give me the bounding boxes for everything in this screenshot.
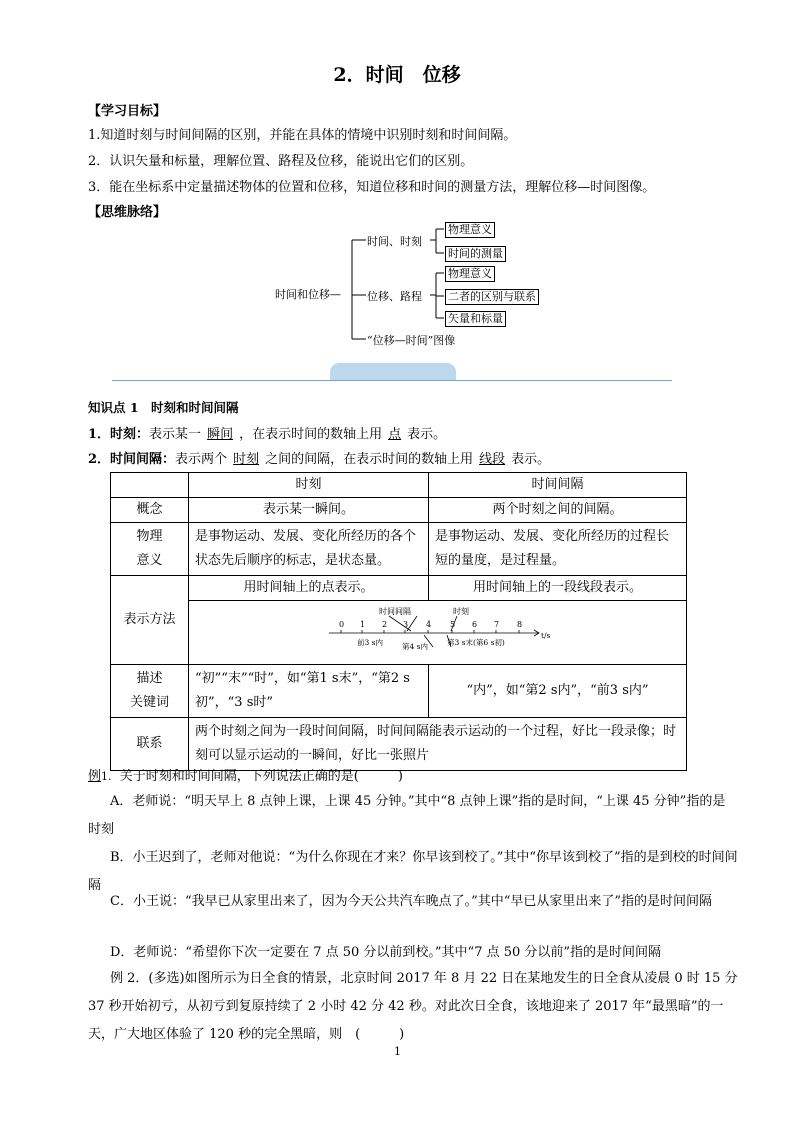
table-header-moment: 时刻 bbox=[189, 473, 429, 498]
interval-text-c: 表示。 bbox=[511, 452, 551, 467]
axis-label-moment: 时刻 bbox=[453, 607, 469, 616]
concept-interval: 两个时刻之间的间隔。 bbox=[429, 498, 687, 523]
meaning-moment: 是事物运动、发展、变化所经历的各个状态先后顺序的标志，是状态量。 bbox=[189, 523, 429, 576]
moment-label: 1．时刻： bbox=[88, 427, 150, 442]
table-row bbox=[111, 718, 687, 771]
goal-item-2: 2．认识矢量和标量，理解位置、路程及位移，能说出它们的区别。 bbox=[88, 154, 474, 169]
example1-option-d: D．老师说：“希望你下次一定要在 7 点 50 分以前到校。”其中“7 点 50 分以前”指的是时间间隔 bbox=[110, 945, 662, 960]
table-row bbox=[111, 523, 687, 576]
mindmap-branch-time: 时间、时刻 bbox=[367, 235, 422, 248]
table-row bbox=[111, 576, 687, 601]
row-label-keywords bbox=[111, 665, 189, 718]
axis-tick-1: 1 bbox=[360, 620, 366, 629]
axis-label-first3: 前3 s内 bbox=[357, 638, 384, 647]
axis-label-interval: 时间间隔 bbox=[379, 607, 411, 616]
goals-heading: 【学习目标】 bbox=[88, 104, 167, 119]
time-axis-diagram bbox=[189, 601, 685, 655]
mindmap-heading: 【思维脉络】 bbox=[88, 205, 167, 220]
moment-blank-2: 点 bbox=[388, 427, 402, 442]
concept-moment: 表示某一瞬间。 bbox=[189, 498, 429, 523]
axis-tick-2: 2 bbox=[382, 620, 388, 629]
knowledge-heading: 知识点 1 时刻和时间间隔 bbox=[88, 400, 239, 415]
method-moment: 用时间轴上的点表示。 bbox=[189, 576, 429, 601]
table-header-interval: 时间间隔 bbox=[429, 473, 687, 498]
moment-blank-1: 瞬间 bbox=[207, 427, 234, 442]
axis-tick-7: 7 bbox=[494, 620, 500, 629]
section-tab bbox=[330, 363, 456, 381]
table-row bbox=[111, 473, 687, 498]
keywords-label-1: 描述 bbox=[136, 671, 163, 686]
example1-label: 例 bbox=[88, 769, 102, 784]
meaning-label-2: 意义 bbox=[136, 553, 163, 568]
row-label-relation: 联系 bbox=[111, 718, 189, 771]
row-label-meaning bbox=[111, 523, 189, 576]
keywords-moment: “初”“末”“时”，如“第1 s末”，“第2 s初”，“3 s时” bbox=[189, 665, 429, 718]
mindmap-root: 时间和位移— bbox=[275, 288, 341, 301]
example1-stem: 关于时刻和时间间隔，下列说法正确的是( ) bbox=[119, 769, 403, 784]
table-row bbox=[111, 665, 687, 718]
row-label-concept: 概念 bbox=[111, 498, 189, 523]
keywords-interval: “内”，如“第2 s内”，“前3 s内” bbox=[429, 665, 687, 718]
example1-option-b: B．小王迟到了，老师对他说：“为什么你现在才来？你早该到校了。”其中“你早该到校了”指的是到校的时间间隔 bbox=[88, 850, 738, 893]
interval-blank-1: 时刻 bbox=[233, 452, 260, 467]
method-interval: 用时间轴上的一段线段表示。 bbox=[429, 576, 687, 601]
axis-tick-6: 6 bbox=[472, 620, 478, 629]
meaning-label-1: 物理 bbox=[136, 529, 163, 544]
interval-label: 2．时间间隔： bbox=[88, 452, 176, 467]
interval-text-b: 之间的间隔，在表示时间的数轴上用 bbox=[265, 452, 474, 467]
mindmap-leaf-time-measure: 时间的测量 bbox=[445, 246, 506, 262]
example1-option-c: C．小王说：“我早已从家里出来了，因为今天公共汽车晚点了。”其中“早已从家里出来了”指的是时间间隔 bbox=[110, 894, 713, 909]
relation-text: 两个时刻之间为一段时间间隔，时间间隔能表示运动的一个过程，好比一段录像；时刻可以显示运动的一瞬间，好比一张照片 bbox=[189, 718, 687, 771]
moment-text-b: ，在表示时间的数轴上用 bbox=[239, 427, 383, 442]
interval-blank-2: 线段 bbox=[479, 452, 506, 467]
page-number: 1 bbox=[394, 1045, 401, 1058]
mindmap-leaf-disp-meaning: 物理意义 bbox=[445, 266, 495, 282]
page-title: 2．时间 位移 bbox=[333, 64, 461, 86]
axis-label-4th: 第4 s内 bbox=[402, 642, 429, 651]
axis-tick-3: 3 bbox=[403, 620, 409, 629]
section-divider bbox=[112, 380, 672, 381]
example1-num: 1. bbox=[101, 770, 112, 783]
mindmap-branch-graph: “位移—时间”图像 bbox=[367, 334, 456, 347]
axis-tick-5: 5 bbox=[450, 620, 456, 629]
axis-unit: t/s bbox=[541, 631, 551, 640]
axis-label-3end: 第3 s末(第6 s初) bbox=[447, 638, 505, 647]
mindmap-branch-displacement: 位移、路程 bbox=[367, 290, 422, 303]
example1-stem-line bbox=[88, 765, 403, 784]
time-axis-cell bbox=[189, 601, 687, 665]
knowledge-line-interval bbox=[88, 448, 550, 467]
mindmap-leaf-disp-diff: 二者的区别与联系 bbox=[445, 289, 539, 305]
interval-text-a: 表示两个 bbox=[175, 452, 228, 467]
table-cell bbox=[111, 473, 189, 498]
table-row bbox=[111, 601, 687, 665]
example2-text: 例 2．(多选)如图所示为日全食的情景，北京时间 2017 年 8 月 22 日在某地发生的日全食从凌晨 0 时 15 分 37 秒开始初亏，从初亏到复原持续了 2 小时 42 分 42 秒。对此次日全食，该地迎来了 2017 年“最黑暗”的一天，广大地区体验了 120 秒的完全黑暗，则 ( ) bbox=[88, 971, 738, 1042]
axis-tick-4: 4 bbox=[426, 620, 432, 629]
knowledge-line-moment bbox=[88, 423, 446, 442]
table-row bbox=[111, 498, 687, 523]
moment-text-a: 表示某一 bbox=[149, 427, 202, 442]
moment-text-c: 表示。 bbox=[407, 427, 447, 442]
goal-item-3: 3．能在坐标系中定量描述物体的位置和位移，知道位移和时间的测量方法，理解位移—时间图像。 bbox=[88, 180, 656, 195]
mindmap-leaf-time-meaning: 物理意义 bbox=[445, 222, 495, 238]
comparison-table bbox=[110, 472, 687, 771]
goal-item-1: 1.知道时刻与时间间隔的区别，并能在具体的情境中识别时刻和时间间隔。 bbox=[88, 128, 517, 143]
axis-tick-8: 8 bbox=[517, 620, 523, 629]
example1-option-a: A．老师说：“明天早上 8 点钟上课，上课 45 分钟。”其中“8 点钟上课”指的是时间，“上课 45 分钟”指的是时刻 bbox=[88, 794, 726, 837]
row-label-method: 表示方法 bbox=[111, 576, 189, 665]
axis-tick-0: 0 bbox=[339, 620, 345, 629]
mindmap-leaf-vector-scalar: 矢量和标量 bbox=[445, 311, 506, 327]
meaning-interval: 是事物运动、发展、变化所经历的过程长短的量度，是过程量。 bbox=[429, 523, 687, 576]
keywords-label-2: 关键词 bbox=[129, 695, 169, 710]
